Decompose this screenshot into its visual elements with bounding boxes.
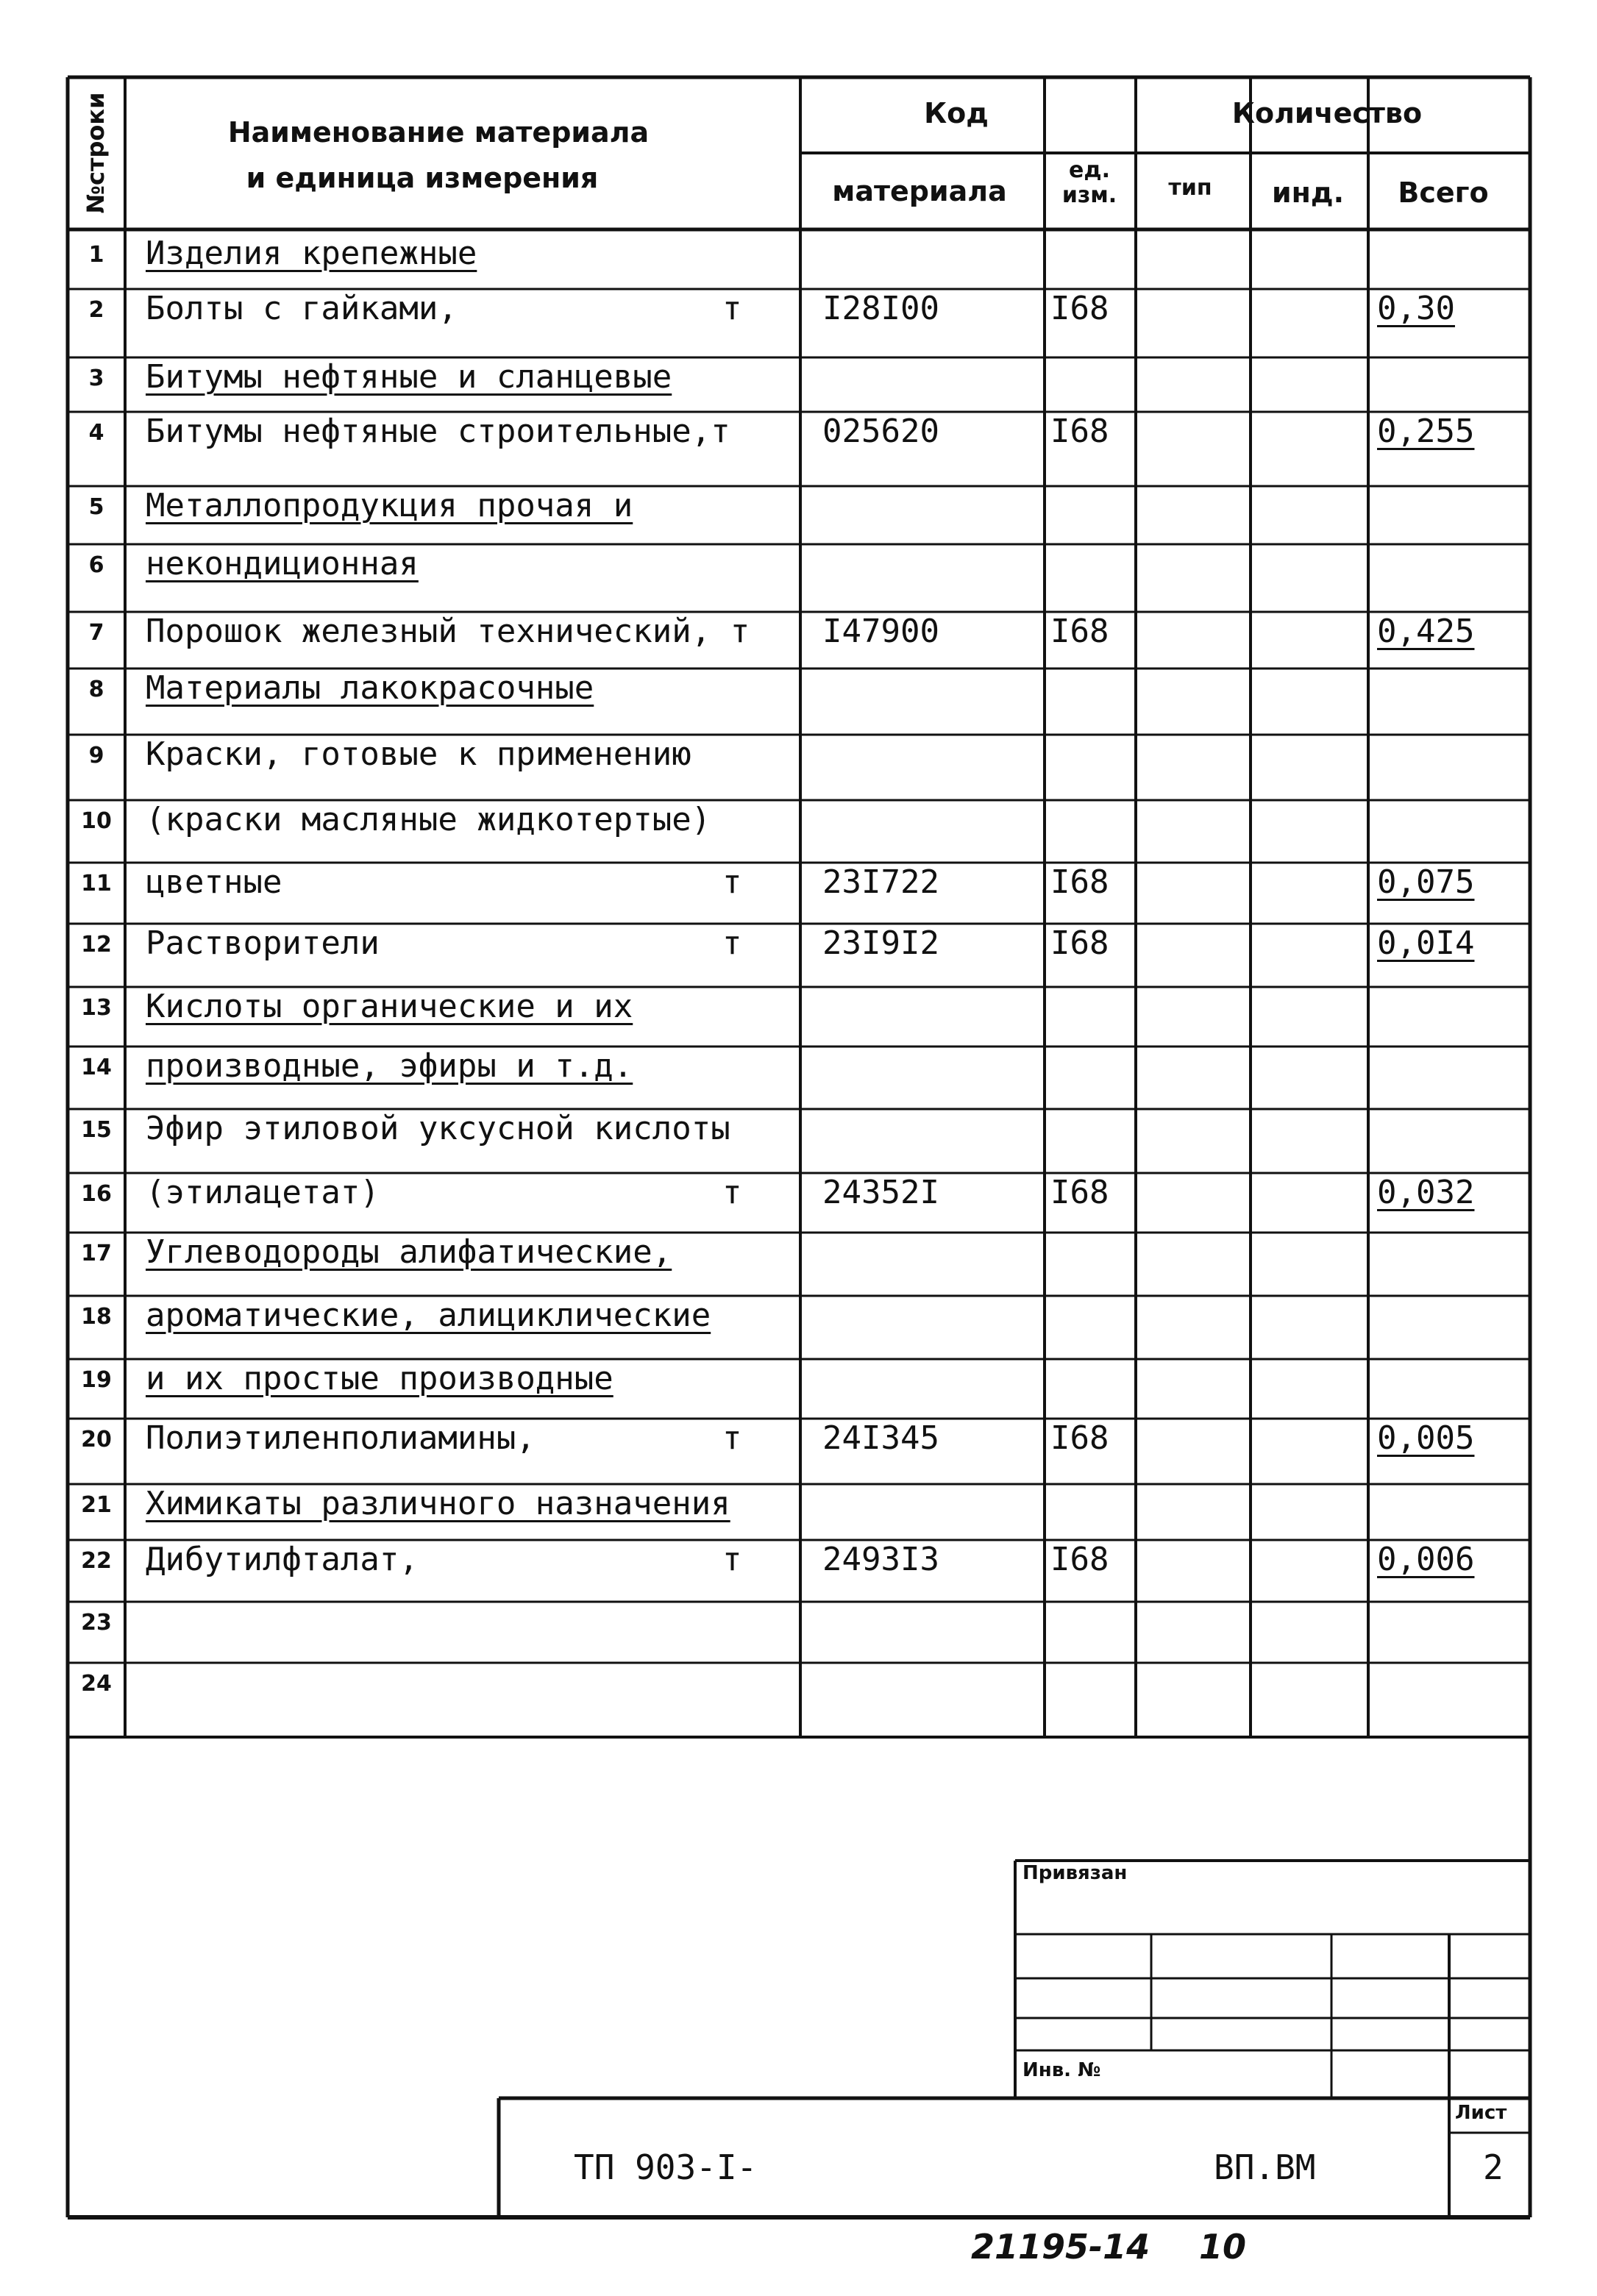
- row-number: 17: [81, 1241, 112, 1266]
- measure-code: I68: [1050, 413, 1109, 450]
- material-name: Кислоты органические и их: [146, 988, 633, 1025]
- material-name: Эфир этиловой уксусной кислоты: [146, 1110, 730, 1147]
- measure-code: I68: [1050, 290, 1109, 327]
- row-number: 13: [81, 995, 112, 1021]
- quantity-total: 0,425: [1377, 613, 1475, 650]
- material-name: Химикаты различного назначения: [146, 1485, 730, 1522]
- material-name: Порошок железный технический, т: [146, 613, 750, 650]
- material-name: Растворители: [146, 924, 380, 962]
- row-number: 10: [81, 808, 112, 834]
- measure-code: I68: [1050, 1174, 1109, 1211]
- row-number: 24: [81, 1671, 112, 1697]
- row-number: 11: [81, 871, 112, 896]
- material-unit: т: [722, 1174, 742, 1211]
- material-name: Полиэтиленполиамины,: [146, 1419, 536, 1457]
- row-number: 21: [81, 1492, 112, 1518]
- material-name: производные, эфиры и т.д.: [146, 1047, 633, 1085]
- row-number: 5: [88, 494, 104, 520]
- inventory-number-label: Инв. №: [1022, 2059, 1101, 2081]
- quantity-total: 0,005: [1377, 1419, 1475, 1457]
- measure-code: I68: [1050, 613, 1109, 650]
- sheet-number: 2: [1483, 2147, 1504, 2187]
- row-number-header: №строки: [82, 92, 110, 214]
- quantity-header: Количество: [1231, 97, 1423, 129]
- quantity-total: 0,30: [1377, 290, 1455, 327]
- material-name: Битумы нефтяные и сланцевые: [146, 358, 672, 396]
- material-unit: т: [722, 290, 742, 327]
- material-code: 23I9I2: [822, 924, 939, 962]
- handwritten-page: 10: [1199, 2227, 1247, 2267]
- row-number: 4: [88, 420, 104, 446]
- material-code: 24I345: [822, 1419, 939, 1457]
- material-code: I47900: [822, 613, 939, 650]
- measure-code: I68: [1050, 1541, 1109, 1578]
- material-name: некондиционная: [146, 545, 419, 582]
- total-header: Всего: [1398, 177, 1489, 209]
- row-number: 1: [88, 242, 104, 268]
- material-name: и их простые производные: [146, 1360, 613, 1397]
- material-code: I28I00: [822, 290, 939, 327]
- material-name: Болты с гайками,: [146, 290, 458, 327]
- material-name: Дибутилфталат,: [146, 1541, 419, 1578]
- material-name: (краски масляные жидкотертые): [146, 801, 711, 838]
- quantity-total: 0,255: [1377, 413, 1475, 450]
- measure-code: I68: [1050, 863, 1109, 901]
- row-number: 8: [88, 677, 104, 702]
- row-number: 22: [81, 1548, 112, 1574]
- material-code: 23I722: [822, 863, 939, 901]
- row-number: 23: [81, 1610, 112, 1636]
- material-name: Краски, готовые к применению: [146, 735, 691, 773]
- measure-code: I68: [1050, 924, 1109, 962]
- material-name: (этилацетат): [146, 1174, 380, 1211]
- material-code: 2493I3: [822, 1541, 939, 1578]
- row-number: 7: [88, 620, 104, 646]
- row-number: 15: [81, 1117, 112, 1143]
- quantity-total: 0,075: [1377, 863, 1475, 901]
- measure-code: I68: [1050, 1419, 1109, 1457]
- material-unit: т: [722, 863, 742, 901]
- material-code: 025620: [822, 413, 939, 450]
- row-number: 20: [81, 1427, 112, 1452]
- document-code: ТП 903-I-: [574, 2147, 758, 2187]
- document-suffix: ВП.ВМ: [1214, 2147, 1316, 2187]
- material-name: Материалы лакокрасочные: [146, 669, 594, 707]
- type-header: тип: [1168, 175, 1212, 201]
- row-number: 18: [81, 1304, 112, 1330]
- row-number: 12: [81, 932, 112, 958]
- row-number: 16: [81, 1181, 112, 1207]
- row-number: 19: [81, 1367, 112, 1393]
- material-unit: т: [722, 1419, 742, 1457]
- material-name: Металлопродукция прочая и: [146, 487, 633, 524]
- row-number: 3: [88, 366, 104, 391]
- name-header-line2: и единица измерения: [246, 162, 599, 194]
- row-number: 6: [88, 552, 104, 578]
- material-name: Углеводороды алифатические,: [146, 1233, 672, 1271]
- material-unit: т: [722, 924, 742, 962]
- row-number: 14: [81, 1055, 112, 1080]
- unit-header-line1: ед.: [1069, 157, 1110, 183]
- bound-label: Привязан: [1022, 1862, 1128, 1884]
- material-name: Битумы нефтяные строительные,т: [146, 413, 730, 450]
- ind-header: инд.: [1271, 177, 1345, 209]
- row-number: 2: [88, 297, 104, 323]
- material-name: ароматические, алициклические: [146, 1297, 711, 1334]
- material-code: 24352I: [822, 1174, 939, 1211]
- material-name: Изделия крепежные: [146, 235, 477, 272]
- name-header-line1: Наименование материала: [227, 116, 650, 149]
- material-code-header: материала: [832, 175, 1007, 207]
- handwritten-code: 21195-14: [971, 2227, 1150, 2267]
- quantity-total: 0,0I4: [1377, 924, 1475, 962]
- sheet-label: Лист: [1455, 2102, 1507, 2124]
- quantity-total: 0,006: [1377, 1541, 1475, 1578]
- unit-header-line2: изм.: [1061, 182, 1117, 208]
- material-name: цветные: [146, 863, 282, 901]
- material-unit: т: [722, 1541, 742, 1578]
- row-number: 9: [88, 743, 104, 769]
- quantity-total: 0,032: [1377, 1174, 1475, 1211]
- code-header: Код: [924, 97, 989, 129]
